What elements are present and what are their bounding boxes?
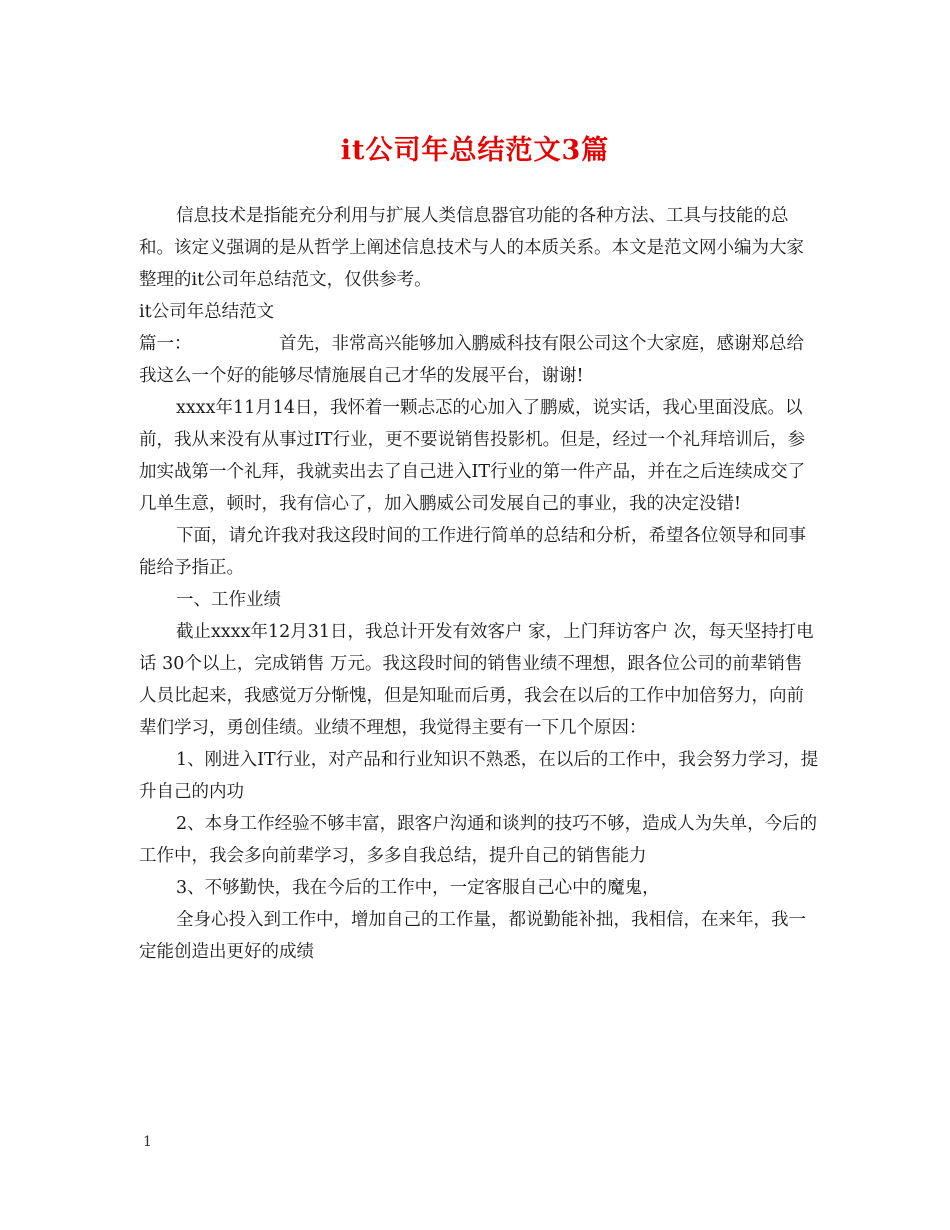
section-label: it公司年总结范文篇一： [139, 302, 275, 354]
document-body [139, 200, 819, 968]
list-item: 2、本身工作经验不够丰富，跟客户沟通和谈判的技巧不够，造成人为失单，今后的工作中，我会多向前辈学习，多多自我总结，提升自己的销售能力 [139, 814, 818, 866]
intro-paragraph: 信息技术是指能充分利用与扩展人类信息器官功能的各种方法、工具与技能的总和。该定义强调的是从哲学上阐述信息技术与人的本质关系。本文是范文网小编为大家整理的it公司年总结范文，仅供参考。 [139, 206, 804, 290]
body-paragraph: 全身心投入到工作中，增加自己的工作量，都说勤能补拙，我相信，在来年，我一定能创造出更好的成绩 [139, 910, 806, 962]
body-paragraph: 下面，请允许我对我这段时间的工作进行简单的总结和分析，希望各位领导和同事能给予指正。 [139, 526, 806, 578]
list-item: 3、不够勤快，我在今后的工作中，一定客服自己心中的魔鬼， [176, 878, 660, 898]
body-paragraph: xxxx年11月14日，我怀着一颗忐忑的心加入了鹏威，说实话，我心里面没底。以前，我从来没有从事过IT行业，更不要说销售投影机。但是，经过一个礼拜培训后，参加实战第一个礼拜，我就卖出去了自己进入IT行业的第一件产品，并在之后连续成交了几单生意，顿时，我有信心了，加入鹏威公司发展自己的事业，我的决定没错! [139, 398, 806, 514]
page-number: 1 [143, 1134, 152, 1150]
section-heading-paragraph [139, 296, 819, 392]
body-paragraph: 截止xxxx年12月31日，我总计开发有效客户 家，上门拜访客户 次，每天坚持打电话 30个以上，完成销售 万元。我这段时间的销售业绩不理想，跟各位公司的前辈销售人员比起来，我感觉万分惭愧，但是知耻而后勇，我会在以后的工作中加倍努力，向前辈们学习，勇创佳绩。业绩不理想，我觉得主要有一下几个原因： [139, 622, 814, 738]
list-item: 1、刚进入IT行业，对产品和行业知识不熟悉，在以后的工作中，我会努力学习，提升自己的内功 [139, 750, 819, 802]
section-first-text: 首先，非常高兴能够加入鹏威科技有限公司这个大家庭，感谢郑总给我这么一个好的能够尽情施展自己才华的发展平台，谢谢! [139, 334, 804, 386]
document-title: it公司年总结范文3篇 [340, 135, 610, 166]
subheading: 一、工作业绩 [176, 590, 281, 610]
